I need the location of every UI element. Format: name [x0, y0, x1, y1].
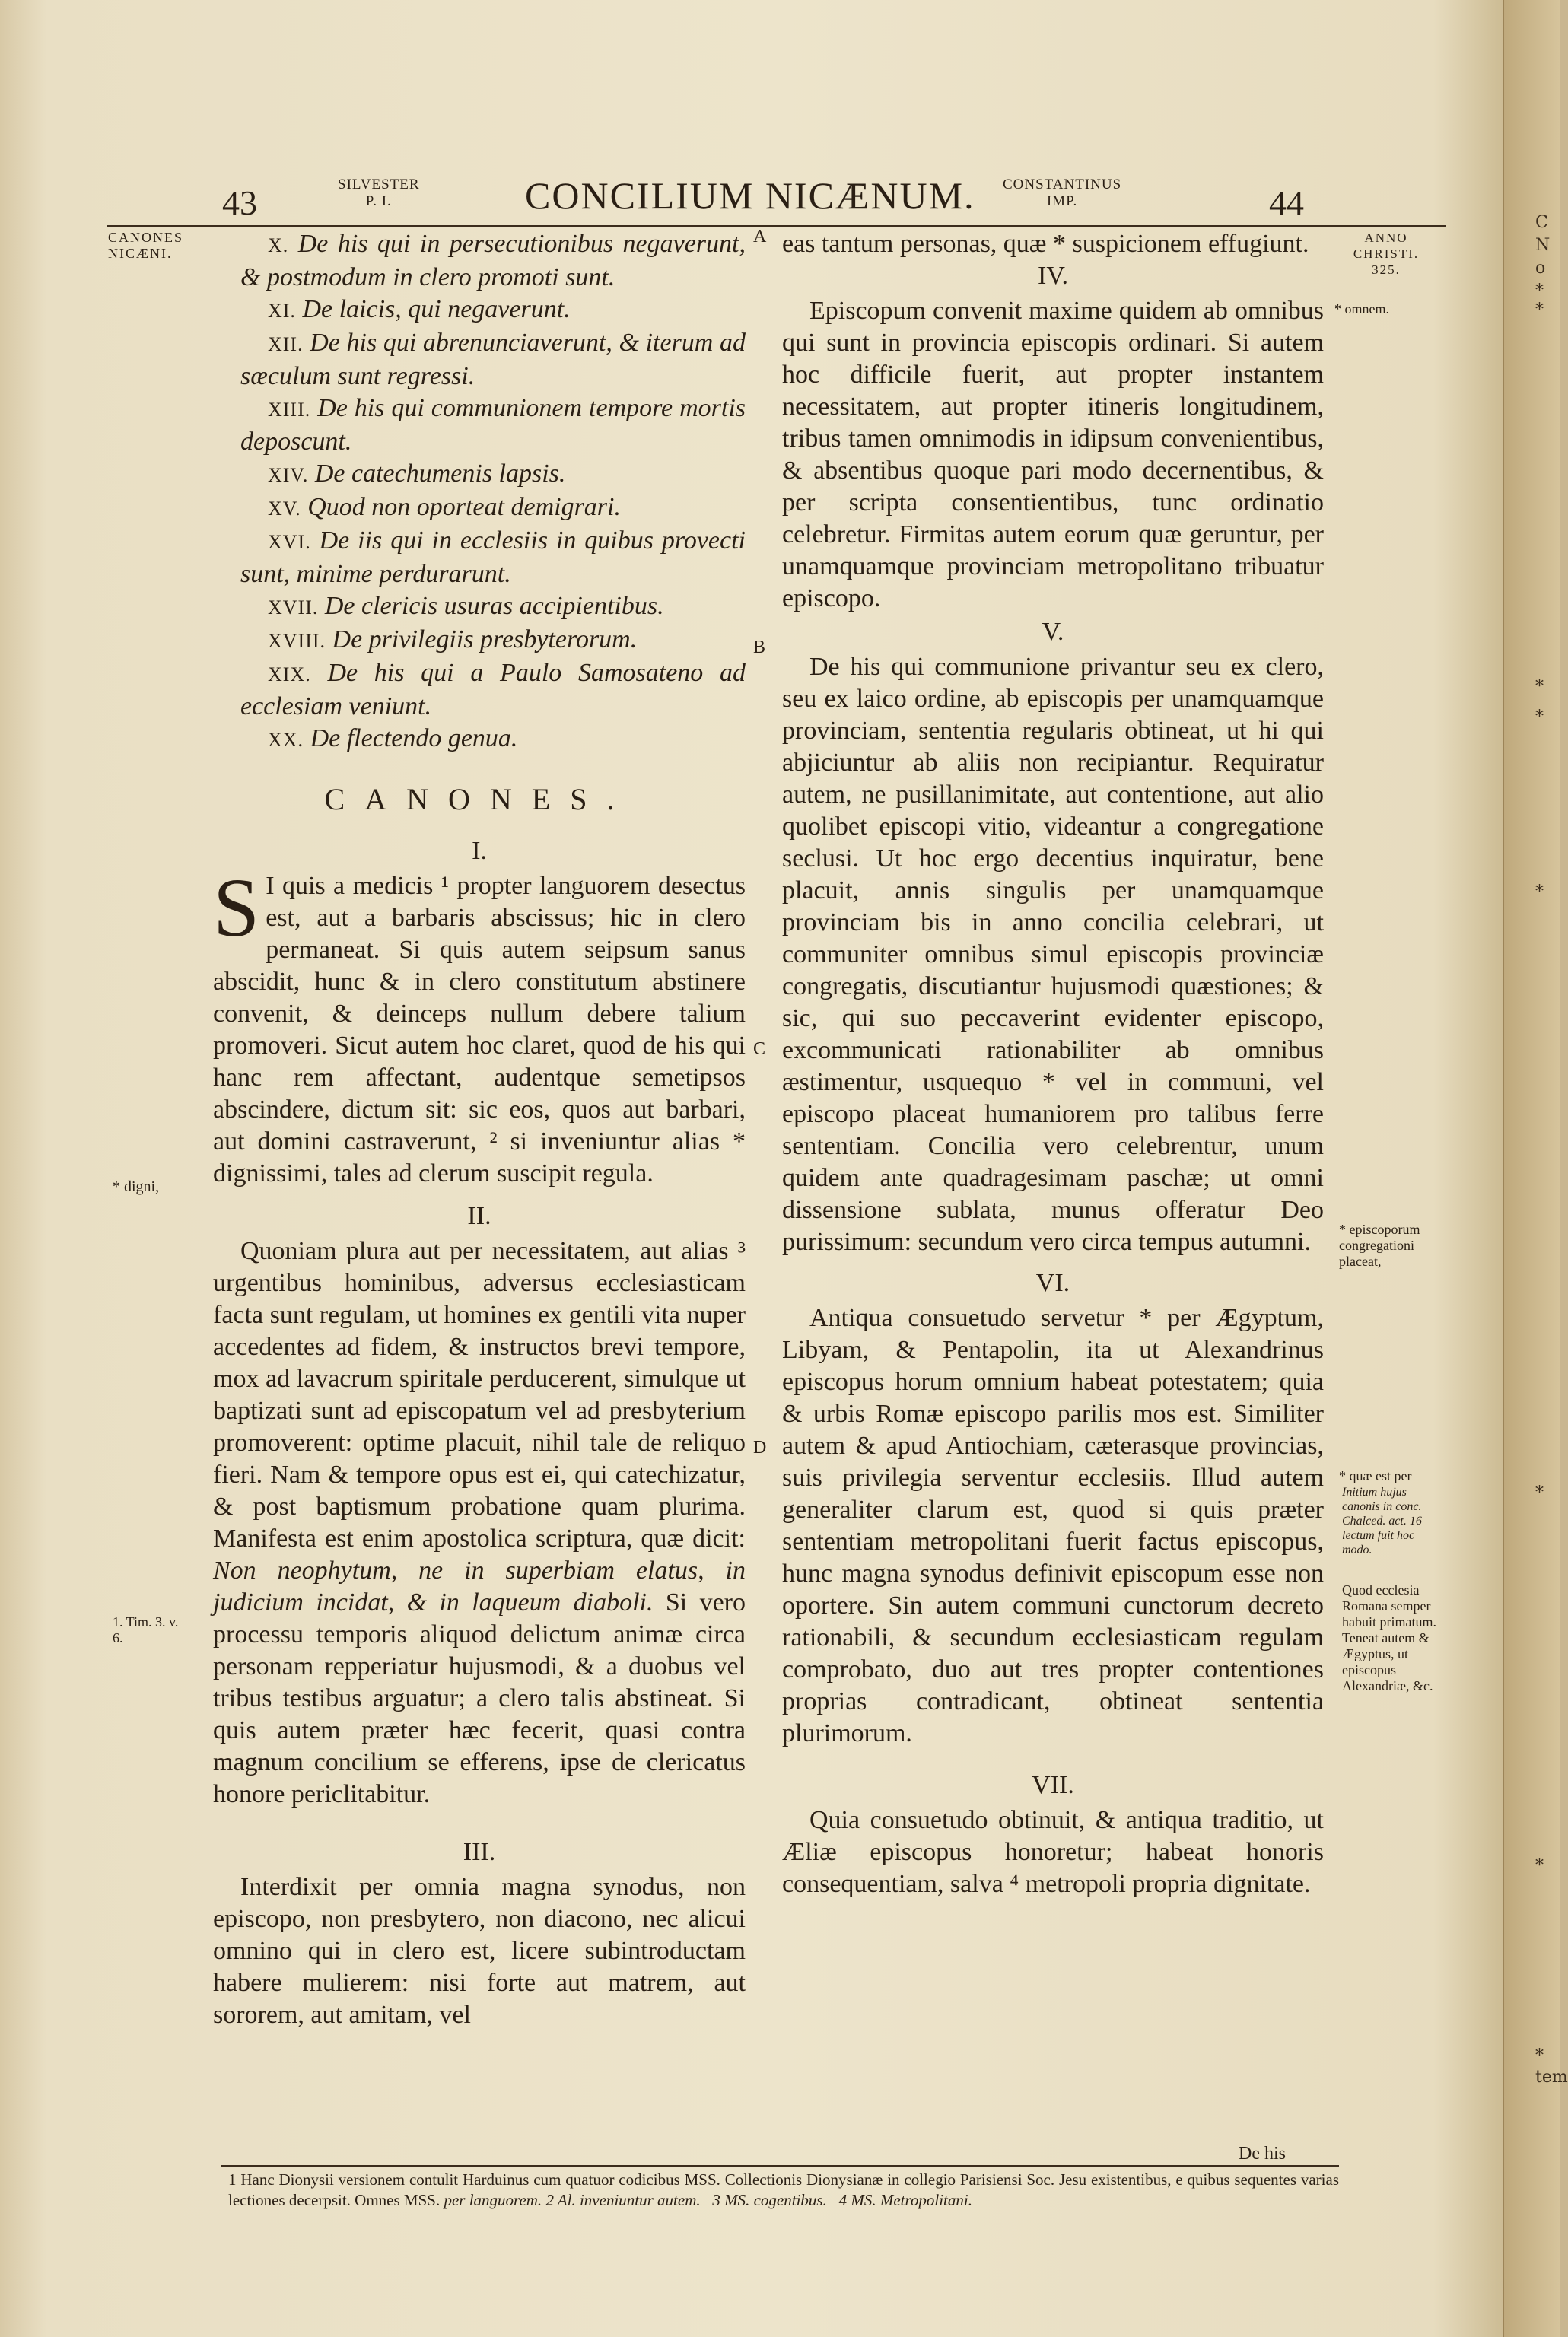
canon-text-2 — [213, 1235, 746, 1811]
list-item-number: XVII. — [268, 596, 319, 618]
page-title: CONCILIUM NICÆNUM. — [525, 174, 975, 217]
list-item-number: XIII. — [268, 399, 311, 421]
scripture-quote: Non neophytum, ne in superbiam elatus, in judicium incidat, & in laqueum diaboli. — [213, 1556, 746, 1617]
right-column — [782, 228, 1324, 1900]
running-head-right-line1: CONSTANTINUS — [1003, 176, 1122, 192]
list-item-text: De iis qui in ecclesiis in quibus provecti sunt, minime perdurarunt. — [240, 526, 746, 588]
list-item-number: XVIII. — [268, 630, 326, 652]
margin-note-digni: * digni, — [113, 1178, 160, 1195]
header-rule — [107, 225, 1446, 227]
running-head-left-line2: P. I. — [365, 193, 392, 209]
list-item — [213, 723, 746, 756]
list-item-number: X. — [268, 234, 289, 256]
footnote-variant-2: 2 Al. inveniuntur autem. — [545, 2191, 701, 2209]
footnote-rule — [221, 2165, 1339, 2167]
margin-note-episcoporum: * episcoporum congregationi placeat, — [1339, 1222, 1420, 1269]
list-item — [213, 491, 746, 525]
list-item — [213, 393, 746, 458]
canon-heading-1: I. — [472, 837, 487, 865]
margin-note-quae-est-per: * quæ est per — [1339, 1468, 1412, 1483]
running-head-left — [338, 176, 420, 210]
running-head-right-line2: IMP. — [1046, 193, 1078, 209]
canon-text-4: Episcopum convenit maxime quidem ab omnibus qui sunt in provincia episcopis ordinari. Si autem hoc difficile fuerit, aut propter instantem necessitatem, aut propter itineris longitudinem, tribus tamen omnimodis in idipsum convenientibus, & absentibus quoque pari modo decernentibus, & per scripta consentientibus, tunc ordinatio celebretur. Firmitas autem eorum quæ geruntur, per unamquamque provinciam metropolitano tribuatur episcopo. — [782, 297, 1324, 612]
canon-text-5: De his qui communione privantur seu ex clero, seu ex laico ordine, ab episcopis per unamquamque provinciam, sententia regularis obtineat, ut hi qui abjiciuntur ab aliis non recipiantur. Requiratur autem, ne pusillanimitate, aut contentione, aut alio quolibet episcopi vitio, videantur a congregatione seclusi. Ut hoc ergo decentius inquiratur, bene placuit, annis singulis per unamquamque provinciam bis in anno concilia celebrari, ut communiter omnibus simul episcopis provinciæ congregatis, discutiantur hujusmodi quæstiones; & sic, qui suo peccaverint evidenter episcopo, excommunicati rationabiliter ab omnibus æstimentur, usquequo * vel in communi, vel episcopo placeat humaniorem pro talibus ferre sententiam. Concilia vero celebrentur, unum quidem ante quadragesimam paschæ; ut omni dissensione sublata, munus offeratur Deo purissimum: secundum vero circa tempus autumni. — [782, 653, 1324, 1256]
list-item-text: De his qui abrenunciaverunt, & iterum ad sæculum sunt regressi. — [240, 329, 746, 390]
edge-mark: C — [1535, 213, 1548, 232]
margin-anno-line2: CHRISTI. — [1353, 246, 1420, 261]
edge-mark: * — [1535, 1483, 1544, 1502]
canon-heading-5: V. — [1042, 618, 1064, 646]
edge-mark: * — [1535, 677, 1544, 696]
edge-mark: * — [1535, 1856, 1544, 1875]
edge-mark: * — [1535, 2046, 1544, 2065]
footnote-variant-3: 3 MS. cogentibus. — [712, 2191, 827, 2209]
list-item-number: XV. — [268, 498, 301, 520]
canones-heading: CANONES. — [324, 782, 635, 816]
list-item-text: De his qui a Paulo Samosateno ad ecclesiam veniunt. — [240, 659, 746, 720]
list-item-text: De his qui communionem tempore mortis deposcunt. — [240, 394, 746, 456]
list-item-text: De laicis, qui negaverunt. — [302, 295, 571, 323]
section-letter-a: A — [753, 227, 767, 246]
list-item — [213, 458, 746, 491]
margin-note-omnem: * omnem. — [1334, 301, 1389, 316]
margin-note-quod-ecclesia: Quod ecclesia Romana semper habuit primatum. Teneat autem & Ægyptus, ut episcopus Alexandriæ, &c. — [1342, 1582, 1436, 1693]
section-letter-b: B — [753, 638, 766, 657]
section-letter-c: C — [753, 1039, 766, 1059]
canon-text-1-body: I quis a medicis ¹ propter languorem desectus est, aut a barbaris abscissus; hic in clero permaneat. Si quis autem seipsum sanus abscidit, hunc & in clero constitutum abstinere convenit, & deinceps nullum debere talium promoveri. Sicut autem hoc claret, quod de his qui hanc rem affectant, audentque semetipsos abscindere, dictum sit: sic eos, quos aut barbari, aut domini castraverunt, ² si inveniuntur alias * dignissimi, tales ad clerum suscipit regula. — [213, 872, 746, 1188]
margin-note-initium: Initium hujus canonis in conc. Chalced. act. 16 lectum fuit hoc modo. — [1342, 1486, 1422, 1556]
list-item-number: XVI. — [268, 531, 311, 553]
margin-canones-line2: NICÆNI. — [108, 246, 173, 261]
edge-mark: * — [1535, 707, 1544, 727]
list-item-text: Quod non oporteat demigrari. — [307, 493, 621, 521]
canon-heading-7: VII. — [1032, 1771, 1074, 1799]
list-item — [213, 657, 746, 723]
section-letter-d: D — [753, 1438, 767, 1458]
canon-text-3-continued: eas tantum personas, quæ * suspicionem effugiunt. — [782, 230, 1309, 258]
canon-text-2-b: Si vero processu temporis aliquod delictum animæ circa personam repperiatur hujusmodi, & a duobus vel tribus testibus arguatur; a clero talis abstineat. Si quis autem præter hæc fecerit, quasi contra magnum concilium se efferens, ipse de clericatus honore periclitabitur. — [213, 1588, 746, 1808]
canon-heading-3: III. — [463, 1838, 496, 1866]
list-item-number: XX. — [268, 729, 304, 751]
list-item — [213, 590, 746, 624]
edge-mark: * — [1535, 882, 1544, 901]
left-column — [213, 228, 746, 2031]
list-item — [213, 327, 746, 393]
canon-text-2-a: Quoniam plura aut per necessitatem, aut alias ³ urgentibus hominibus, adversus ecclesiasticam facta sunt regulam, ut homines ex gentili vita nuper accedentes ad fidem, & instructos brevi tempore, mox ad lavacrum spiritale perducerent, simulque ut baptizati sunt ad episcopatum vel ad presbyterium promoverent: optime placuit, nihil tale de reliquo fieri. Nam & tempore opus est ei, qui catechizatur, & post baptismum probatione quam plurima. Manifesta est enim apostolica scriptura, quæ dicit: — [213, 1237, 746, 1553]
canon-text-7: Quia consuetudo obtinuit, & antiqua traditio, ut Æliæ episcopus honoretur; habeat honoris consequentiam, salva ⁴ metropoli propria dignitate. — [782, 1806, 1324, 1898]
canon-heading-2: II. — [467, 1202, 491, 1230]
page-number-left: 43 — [222, 183, 257, 222]
list-item-number: XIX. — [268, 663, 311, 685]
margin-canones-line1: CANONES — [108, 230, 184, 245]
list-item — [213, 624, 746, 657]
list-item-number: XI. — [268, 300, 296, 322]
canon-text-3: Interdixit per omnia magna synodus, non episcopo, non presbytero, non diacono, nec alicui omnino qui in clero est, licere subintroductam habere mulierem: nisi forte aut matrem, aut sororem, aut amitam, vel — [213, 1873, 746, 2029]
drop-cap: S — [213, 861, 260, 954]
list-item-text: De his qui in persecutionibus negaverunt, & postmodum in clero promoti sunt. — [240, 230, 746, 291]
edge-mark: * — [1535, 300, 1544, 320]
running-head-right — [1003, 176, 1121, 210]
canon-titles-list — [213, 228, 746, 756]
list-item-text: De catechumenis lapsis. — [314, 459, 566, 488]
edge-mark: * — [1535, 281, 1544, 300]
list-item — [213, 525, 746, 590]
margin-anno-line3: 325. — [1372, 262, 1401, 277]
footnote-variant-1: per languorem. — [444, 2191, 542, 2209]
list-item-text: De privilegiis presbyterorum. — [332, 625, 638, 653]
canon-text-1 — [213, 861, 746, 1190]
footnote-variant-4: 4 MS. Metropolitani. — [838, 2191, 972, 2209]
catchword: De his — [1239, 2144, 1286, 2164]
next-page-edge — [1503, 0, 1560, 2337]
margin-note-timothy: 1. Tim. 3. v. 6. — [113, 1614, 179, 1645]
margin-anno-line1: ANNO — [1364, 231, 1408, 245]
running-head-left-line1: SILVESTER — [338, 176, 420, 192]
list-item — [213, 228, 746, 294]
list-item-text: De flectendo genua. — [310, 724, 518, 752]
list-item — [213, 294, 746, 327]
edge-mark: tem — [1535, 2068, 1568, 2087]
canon-heading-4: IV. — [1038, 262, 1068, 290]
edge-mark: o — [1535, 259, 1546, 278]
margin-anno-christi — [1341, 230, 1432, 278]
list-item-number: XII. — [268, 333, 304, 355]
margin-canones-nicaeni — [108, 230, 207, 262]
edge-mark: N — [1535, 236, 1551, 255]
page-number-right: 44 — [1269, 183, 1304, 222]
canon-heading-6: VI. — [1035, 1269, 1070, 1297]
list-item-text: De clericis usuras accipientibus. — [324, 592, 664, 620]
list-item-number: XIV. — [268, 464, 309, 486]
canon-text-6: Antiqua consuetudo servetur * per Ægyptum, Libyam, & Pentapolin, ita ut Alexandrinus episcopus horum omnium habeat potestatem; quia & urbis Romæ episcopo parilis mos est. Similiter autem & apud Antiochiam, cæterasque provincias, suis privilegia serventur ecclesiis. Illud autem generaliter clarum est, quod si quis præter sententiam metropolitani fuerit factus episcopus, hunc magna synodus definivit episcopum esse non oportere. Sin autem communi cunctorum decreto rationabili, & secundum ecclesiasticam regulam comprobato, duo aut tres propter contentiones proprias contradicant, obtineat sententia plurimorum. — [782, 1304, 1324, 1747]
footnote — [228, 2170, 1339, 2211]
footnote-main: 1 Hanc Dionysii versionem contulit Harduinus cum quatuor codicibus MSS. Collectionis Dionysianæ in collegio Parisiensi Soc. Jesu existentibus, e quibus sequentes varias lectiones decerpsit. Omnes MSS. — [228, 2170, 1339, 2209]
